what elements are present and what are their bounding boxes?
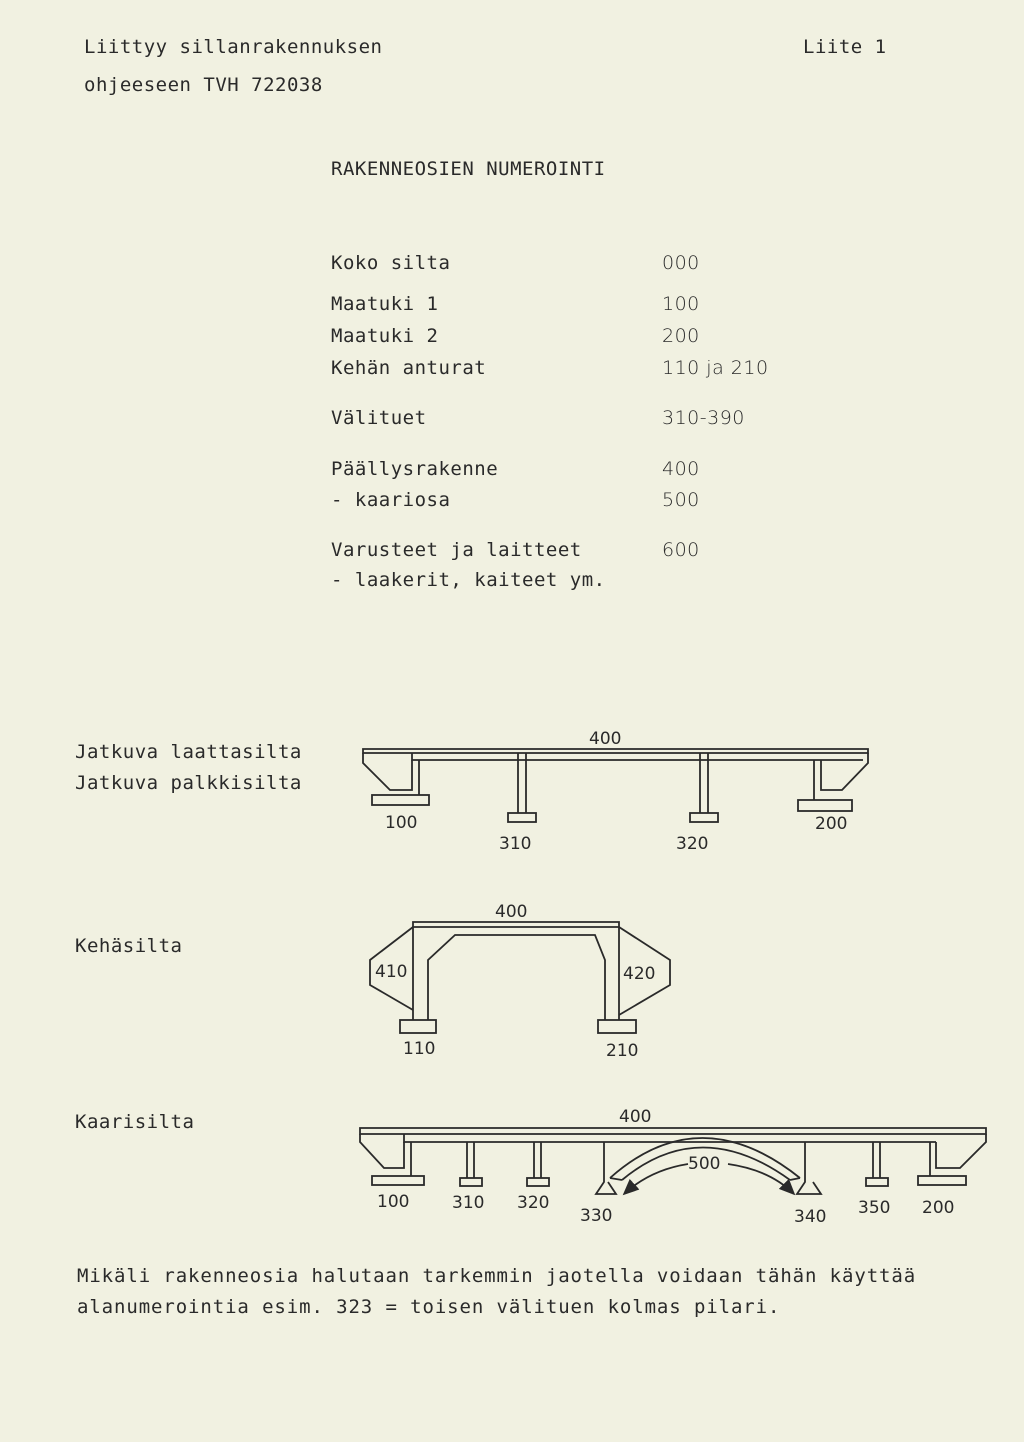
- frame-footing2-number: 210: [606, 1041, 639, 1061]
- arch-pier310-number: 310: [452, 1193, 485, 1213]
- item-code: 000: [662, 252, 700, 274]
- continuous-bridge-diagram: [363, 749, 868, 822]
- arch-abutment1-number: 100: [377, 1192, 410, 1212]
- item-label: Maatuki 1: [331, 293, 439, 315]
- item-label: Koko silta: [331, 252, 451, 274]
- item-code: 100: [662, 293, 700, 315]
- footer-note-line2: alanumerointia esim. 323 = toisen välituen kolmas pilari.: [77, 1296, 781, 1318]
- item-label: - kaariosa: [331, 489, 451, 511]
- item-code: 310-390: [662, 407, 745, 429]
- arch-pier330-number: 330: [580, 1206, 613, 1226]
- item-label: Päällysrakenne: [331, 458, 499, 480]
- frame-leg1-number: 410: [375, 962, 408, 982]
- item-label: - laakerit, kaiteet ym.: [331, 569, 606, 591]
- continuous-pier2-number: 320: [676, 834, 709, 854]
- continuous-abutment1-number: 100: [385, 813, 418, 833]
- item-label: Kehän anturat: [331, 357, 487, 379]
- item-label: Maatuki 2: [331, 325, 439, 347]
- arch-bridge-label: Kaarisilta: [75, 1111, 195, 1133]
- continuous-deck-number: 400: [589, 729, 622, 749]
- appendix-label: Liite 1: [803, 36, 887, 58]
- frame-footing1-number: 110: [403, 1039, 436, 1059]
- item-code: 600: [662, 539, 700, 561]
- item-code: 400: [662, 458, 700, 480]
- continuous-bridge-label-2: Jatkuva palkkisilta: [75, 772, 302, 794]
- header-reference-line1: Liittyy sillanrakennuksen: [84, 36, 383, 58]
- header-reference-line2: ohjeeseen TVH 722038: [84, 74, 323, 96]
- frame-deck-number: 400: [495, 902, 528, 922]
- page-title: RAKENNEOSIEN NUMEROINTI: [331, 158, 606, 180]
- arch-deck-number: 400: [619, 1107, 652, 1127]
- arch-abutment2-number: 200: [922, 1198, 955, 1218]
- item-code: 200: [662, 325, 700, 347]
- frame-leg2-number: 420: [623, 964, 656, 984]
- continuous-pier1-number: 310: [499, 834, 532, 854]
- frame-bridge-label: Kehäsilta: [75, 935, 183, 957]
- item-code: 110 ja 210: [662, 357, 769, 379]
- arch-pier340-number: 340: [794, 1207, 827, 1227]
- item-label: Välituet: [331, 407, 427, 429]
- arch-number: 500: [688, 1154, 721, 1174]
- footer-note-line1: Mikäli rakenneosia halutaan tarkemmin jaotella voidaan tähän käyttää: [77, 1265, 917, 1287]
- arch-pier350-number: 350: [858, 1198, 891, 1218]
- item-label: Varusteet ja laitteet: [331, 539, 582, 561]
- continuous-abutment2-number: 200: [815, 814, 848, 834]
- continuous-bridge-label-1: Jatkuva laattasilta: [75, 741, 302, 763]
- arch-pier320-number: 320: [517, 1193, 550, 1213]
- arch-bridge-diagram: [360, 1128, 986, 1194]
- item-code: 500: [662, 489, 700, 511]
